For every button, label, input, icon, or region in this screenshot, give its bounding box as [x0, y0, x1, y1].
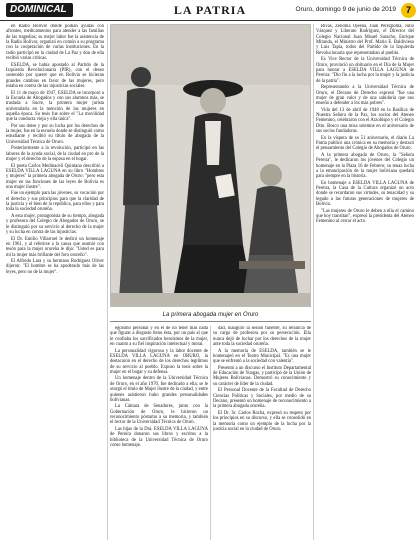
- article-paragraph: A esta mujer, protagonista de su tiempo, abogada y profesora del Colegio de Abogados de Oruro, se le distinguió por su servicio al derecho de la mujer y su lucha en contra de las injusticias.: [6, 214, 104, 236]
- article-paragraph: Rivas, Zenobia Ojeena, Juan Perezpoma, Julio Vásquez y Liberato Rodríguez, el Director del Colegio Nacional Juan Misael Saracho, Enrique Miranda, el Ministro del Prof. Mario E. Baldivieso y Luis Tapia, todos del Partido de la Izquierda Revolucionaria que representaban al pueblo.: [316, 24, 414, 56]
- article-paragraph: Las hijas de la Dra. ESELDA VILLA LAGUNA de Pereira donaron sus libros y escritos a la biblioteca de la Universidad Técnica de Oruro como homenaje.: [110, 426, 208, 448]
- article-column-2: [110, 326, 208, 540]
- article-paragraph: Vida del 13 de abril de 1948 en la Basílica de Nuestra Señora de la Paz, los socios del Ateneo Femenino, celebraron con el Arzobispo y el Colegio Dtto. Bosco una misa solemne en el aniversario de sus socios fundadoras.: [316, 107, 414, 135]
- section-label: DOMINICAL: [6, 3, 73, 17]
- photo-caption: La primera abogada mujer en Oruro: [110, 309, 311, 322]
- article-paragraph: egoísmo personal y en el de no tener más nada que figurar a disgusto lleno ésta, por un país al que le confiaba los sacrificados heroísmos de la mujer, en cuanto a su fiel inspiración intelectual y moral.: [110, 326, 208, 348]
- article-column-1: [6, 24, 104, 540]
- masthead-title: LA PATRIA: [173, 3, 247, 17]
- article-paragraph: El poeta Carlos Medinaceli Quintana describió a ESELDA VILLA LAGUNA en su libro "Hombres y mujeres" la primera abogada de Oruro: "pero esta mujer en las funciones de las leyes de Bolivia es una mujer ilustre".: [6, 163, 104, 190]
- dateline: Oruro, domingo 9 de junio de 2019: [295, 6, 396, 13]
- column-rule: [313, 24, 314, 540]
- column-rule: [210, 326, 211, 540]
- article-paragraph: A la primera abogada de Oruro, la "Señora Pereira", le dedicaron los jóvenes del Colegio un homenaje en la Plaza 10 de Febrero; su tenaz lucha a la emancipación de la mujer boliviana quedará para siempre en la historia.: [316, 152, 414, 180]
- article-paragraph: en Radio Bolívar donde podían ayudas con afrontes, medicamentos para atender a las familias de las tragedias; su mejor labor fue la asistencia de la Radio Bolívar, organizó en común a su programa con la cooperación de varias instituciones. En la radio participó en la ciudad de La Paz y don de ella recibió varias críticas.: [6, 24, 104, 62]
- article-column-4: [316, 24, 414, 540]
- article-paragraph: En la víspera de su 51 aniversario, el diario La Patria publicó una crónica en su memoria y destacó el pensamiento del Colegio de Abogados de Oruro.: [316, 135, 414, 152]
- article-paragraph: Fue un ejemplo para las jóvenes, su vocación por el derecho y sus principios para que la claridad de la justicia y el bien de la república, para ellos y para toda la sociedad orureña.: [6, 191, 104, 213]
- article-paragraph: Es Vice Rector de la Universidad Técnica de Oruro, provinció un obituario en el Día de la Mujer para honrar a ESELDA VILLA LAGUNA de Pereira: "Dio fin a la lucha por la mujer y la justicia de la patria".: [316, 57, 414, 84]
- page-number-badge: 7: [401, 3, 416, 18]
- article-paragraph: Representando a la Universidad Técnica de Oruro, el Decano de Derecho expresó "fue una mujer de gran valor y de una sabiduría que nos enseñó a defender a los más pobres".: [316, 85, 414, 107]
- article-paragraph: El 11 de mayo de 1947, ESELDA se incorporó a la Escuela de Abogados y con sus alumnos más, se traslada a Sucre, la primera mujer jurista universitaria en la mención de las mujeres en aquella época. Su tesis fue sobre el "La movilidad que la conducta vieja y ella única".: [6, 90, 104, 123]
- historic-photo: [110, 24, 311, 307]
- article-paragraph: El Alfredo Lara y su hermano Rodríguez Oliver dijeron: "El hombre se ha apoderado más de las leyes, pero no de la mujer".: [6, 259, 104, 275]
- article-paragraph: "Las mujeres de Oruro le deben a ella el camino que hoy transitan", expresó la presidenta del Ateneo Femenino al cerrar el acto.: [316, 208, 414, 225]
- article-paragraph: Un homenaje dentro de la Universidad Técnica de Oruro, en el año 1970, fue dedicado a ella; se le otorgó el título de Mujer ilustre de la ciudad, y entre quienes asistieron hubo grandes personalidades bolivianas.: [110, 376, 208, 403]
- article-paragraph: dad, inauguró la sesión fúnebre, su renuncia de su cargo de profesora por su persecución. Ella nunca dejó de luchar por los derechos de la mujer ante toda la sociedad orureña.: [213, 326, 311, 348]
- article-paragraph: A la memoria de ESELDA, también se le homenajeó en el Teatro Municipal. "Es una mujer que se enfrentó a la sociedad con valentía".: [213, 348, 311, 365]
- article-paragraph: El Dr. Sr. Carlos Rocha, expresó su respeto por los principios en su discurso, y ella se consolidó en la memoria como un ejemplo de la lucha por la justicia social en la ciudad de Oruro.: [213, 410, 311, 432]
- article-paragraph: En homenaje a ESELDA VILLA LAGUNA de Pereira, la Casa de la Cultura organizó un acto donde se recordaron sus virtudes, su tenacidad y su legado a las futuras generaciones de mujeres de Bolivia.: [316, 180, 414, 208]
- photo-illustration: [111, 25, 310, 306]
- column-rule: [107, 24, 108, 540]
- article-paragraph: El Dr. Emilio Villarroel le dedicó un homenaje en 1961, y al referirse a la causa que asumió con tesón para la mujer orureña le dijo: "Usted es para mí la mujer más brillante del foro orureño".: [6, 236, 104, 258]
- article-column-3: [213, 326, 311, 540]
- article-paragraph: Posteriormente a la revolución, participó en las labores de la ayuda social, de la ciudad en pro de la mujer y el derecho de la esposa en el hogar.: [6, 146, 104, 162]
- article-paragraph: Presentó a un discurso el Instituto Departamental de Educación de Yungas, y participó de la Unión de Mujeres Bolivianas. Demostró su conocimiento y su carácter de líder de la ciudad.: [213, 365, 311, 387]
- article-paragraph: El Personal Docente de la Facultad de Derecho Ciencias Políticas y Sociales, por medio de su Decano, presentó un homenaje de reconocimiento a la primera abogada orureña.: [213, 388, 311, 410]
- article-paragraph: ESELDA, se había apostado al Partido de la Izquierda Revolucionaria (PIR), con el deseo sostenido por querer que en Bolivia se hicieran grandes cambios en favor de las mujeres, pero estaba en contra de las injusticias sociales.: [6, 62, 104, 89]
- article-paragraph: La Cámara de Senadores, junto con la Gobernación de Oruro, le hicieron un reconocimiento póstumo a su memoria, y también el rector de la Universidad Técnica de Oruro.: [110, 404, 208, 426]
- article-paragraph: La personalidad vigorosa y la labor docente de ESELDA VILLA LAGUNA en ORURO, la destacaron en el derecho de los derechos legítimos de su servicio al pueblo. Expuso la tesis sobre la mujer en el hogar y su defensa.: [110, 348, 208, 375]
- article-paragraph: Por sus dotes y por su lucha por los derechos de la mujer, fue en la escuela donde se distinguió como estudiante y recibió su título de abogada de la Universidad Técnica de Oruro.: [6, 123, 104, 145]
- page-header: [0, 0, 420, 21]
